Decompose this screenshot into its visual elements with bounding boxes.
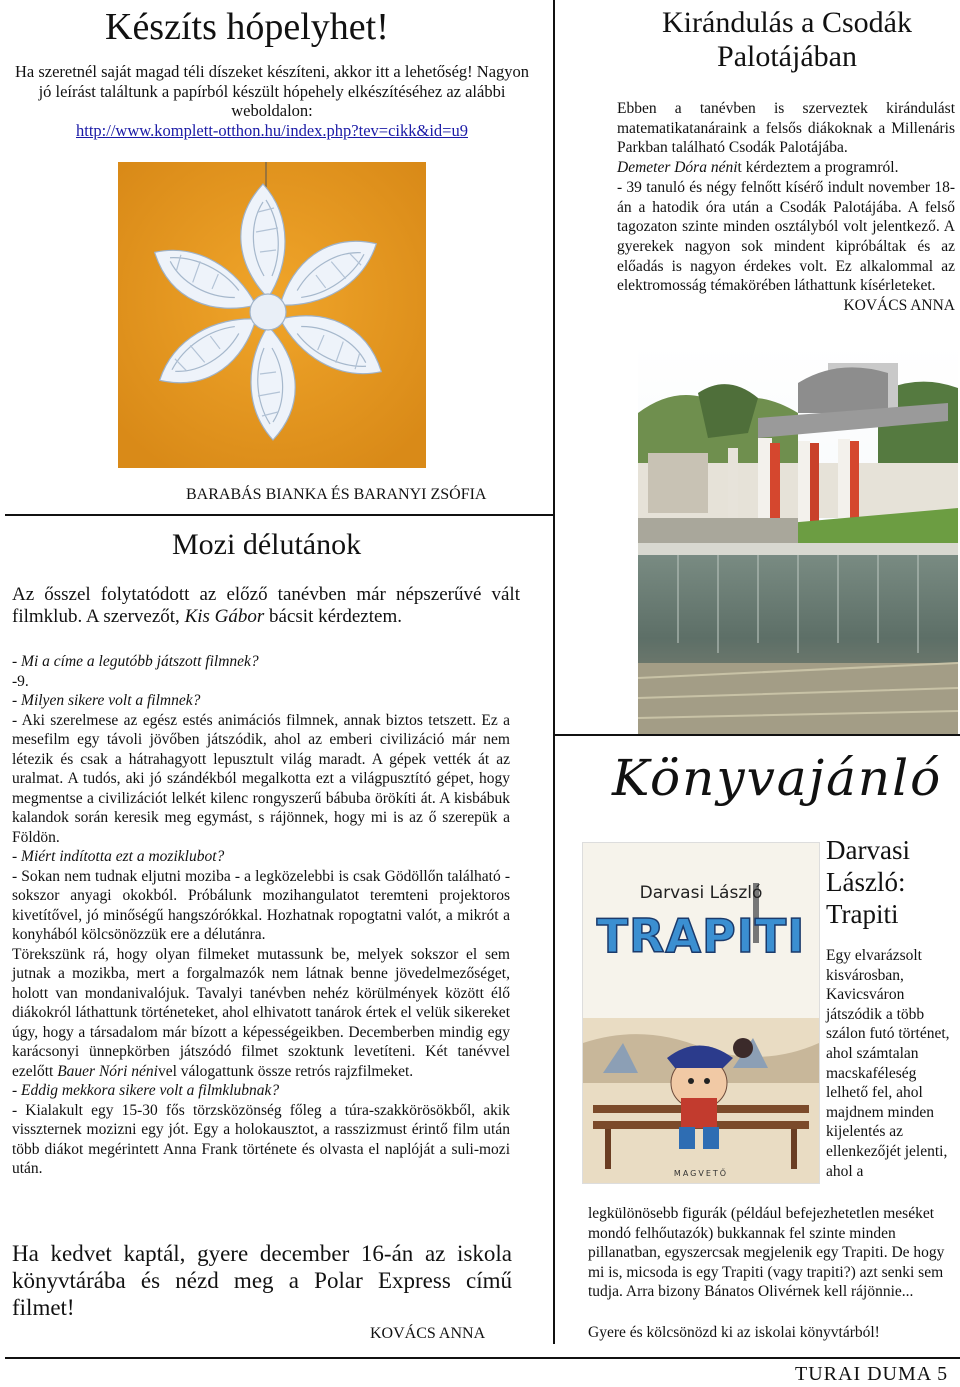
trip-paragraph-1: Ebben a tanévben is szerveztek kirándulást matematikatanáraink a felsős diákoknak a Millenáris Parkban található Csodák Palotájába.: [617, 100, 955, 157]
trip-body: [617, 99, 955, 316]
movie-invitation: Ha kedvet kaptál, gyere december 16-án az iskola könyvtárába és nézd meg a Polar Express című filmet!: [12, 1241, 512, 1320]
section-divider-book: [553, 734, 960, 736]
movie-answer-3b-part1: Törekszünk rá, hogy olyan filmeket mutassunk be, melyek sokszor el sem jutnak a mozikba, mert a forgalmazók nem látnak benne jövedelmezőséget, holott van mondanivalójuk. Tavalyi tanévben nehéz körülmények között élő diákokról láthattunk történeteket, ahol elhivatott tanárok értek el velük sikereket úgy, hogy a társadalom már bízott a képességeikben. Decemberben mindig egy karácsonyi ünnepkörben játszódó filmet szoktunk levetíteni. Két tanévvel ezelőtt: [12, 945, 510, 1080]
movie-answer-3b-name: Bauer Nóri néni: [57, 1062, 158, 1080]
movie-question-2: - Milyen sikere volt a filmnek?: [12, 692, 201, 709]
trip-paragraph-2-rest: t kérdeztem a programról.: [737, 159, 899, 177]
snowflake-photo: [118, 162, 426, 468]
movie-article-title: Mozi délutánok: [172, 528, 362, 561]
column-divider-top: [553, 0, 555, 735]
trip-title-line2: Palotájában: [717, 40, 857, 73]
trip-title: [572, 6, 960, 74]
book-title-line3: Trapiti: [826, 899, 899, 929]
page-footer: TURAI DUMA 5: [795, 1363, 949, 1385]
movie-lead-name: Kis Gábor: [184, 606, 265, 627]
trip-author: KOVÁCS ANNA: [843, 297, 955, 315]
snowflake-image: [118, 162, 426, 468]
movie-answer-3b: [12, 945, 510, 1082]
book-title-line2: László:: [826, 867, 906, 897]
movie-lead-text: Az ősszel folytatódott az előző tanévben már népszerűvé vált filmklub. A szervezőt,: [12, 584, 520, 627]
millenaris-park-image: [638, 343, 958, 734]
movie-question-4: - Eddig mekkora sikere volt a filmklubnak?: [12, 1082, 280, 1099]
trip-paragraph-2: [617, 158, 955, 178]
trip-photo: [638, 343, 958, 734]
book-description-wide: legkülönösebb figurák (például befejezhetetlen meséket mondó felhőutazók) bukkannak fel szinte minden pillanatban, egyszercsak megjelenik egy Trapiti. De hogy mi is, micsoda is egy Trapiti (vagy trapiti?) azt senki sem tudja. Arra bizony Bánatos Olivérnek kell rájönnie...: [588, 1205, 945, 1301]
movie-interview: [12, 652, 510, 1179]
book-section-heading: Könyvajánló: [612, 749, 943, 807]
book-cover-author: Darvasi László: [639, 883, 763, 903]
movie-lead: [12, 584, 520, 628]
trip-paragraph-3: - 39 tanuló és négy felnőtt kísérő indult november 18-án a hatodik óra után a Csodák Palotájába. A felső tagozaton szinte minden osztályból volt jelentkező. A gyerekek nagyon sok mindent kipróbáltak és az előadás is nagyon érdekes volt. Ez alkalommal az elektromosság témakörében láthattunk kísérleteket.: [617, 178, 955, 295]
book-cover-publisher: MAGVETŐ: [673, 1169, 729, 1178]
book-title-line1: Darvasi: [826, 835, 910, 865]
column-divider-bottom: [553, 735, 555, 1344]
snowflake-intro-text: Ha szeretnél saját magad téli díszeket készíteni, akkor itt a lehetőség! Nagyon jó leírást találtunk a papírból készült hópehely elkészítéséhez az alábbi weboldalon:: [14, 62, 530, 120]
movie-answer-3: - Sokan nem tudnak eljutni moziba - a legközelebbi is csak Gödöllőn található - sokszor anyagi okokból. Próbálunk mozihangulatot teremteni projektoros kivetítővel, jó minőségű hangszórókkal. Hozhatnak ropogtatni valót, a mikrót a konyhából kölcsönözzük ere a délutánra.: [12, 867, 510, 943]
trip-interviewee: Demeter Dóra néni: [617, 159, 738, 177]
footer-divider: [5, 1357, 960, 1359]
movie-author: KOVÁCS ANNA: [370, 1325, 486, 1342]
trip-title-line1: Kirándulás a Csodák: [662, 6, 912, 39]
movie-answer-2: - Aki szerelmese az egész estés animációs filmnek, annak biztos tetszett. Ez a mesefilm egy távoli jövőben játszódik, ahol az emberi civilizáció már nem létezik és csak a hátrahagyott lepusztult világ maradt. A gépek vették át az uralmat. A tudós, aki jó szándékból megalkotta ezt a világpusztító gépet, hogy megmentse a civilizációt lelkét kilenc rongyszerű bábuba örökíti át. A kisbábuk kalandok során keresik meg egymást, s rájönnek, hogy mi is az ő szerepük a Földön.: [12, 711, 510, 846]
book-cover: [582, 842, 820, 1184]
movie-answer-1: -9.: [12, 672, 29, 690]
movie-lead-end: bácsit kérdeztem.: [269, 606, 402, 627]
snowflake-authors: BARABÁS BIANKA ÉS BARANYI ZSÓFIA: [186, 486, 487, 503]
movie-answer-4: - Kialakult egy 15-30 fős törzsközönség főleg a túra-szakkörösökből, akik visszternek mozizni egy jót. Egy a holokausztot, a rasszizmust érintő film után több diákot megérintett Anna Frank története és olvasta el naplóját a suli-mozi után.: [12, 1101, 510, 1177]
book-closing-line: Gyere és kölcsönözd ki az iskolai könyvtárból!: [588, 1324, 880, 1341]
book-cover-title: TRAPITI: [596, 909, 806, 963]
book-description-narrow: Egy elvarázsolt kisvárosban, Kavicsváron játszódik a több szálon futó történet, ahol számtalan macskaféleség lelhető fel, ahol majdnem minden kijelentés az ellenkezőjét jelenti, ahol a: [826, 947, 950, 1180]
movie-question-3: - Miért indította ezt a moziklubot?: [12, 848, 225, 865]
movie-question-1: - Mi a címe a legutóbb játszott filmnek?: [12, 653, 259, 670]
snowflake-intro: [8, 62, 536, 140]
section-divider-movie: [5, 514, 554, 516]
book-title: [826, 834, 910, 930]
snowflake-link[interactable]: http://www.komplett-otthon.hu/index.php?tev=cikk&id=u9: [76, 120, 468, 140]
movie-answer-3b-part2: vel válogattunk össze retrós rajzfilmeket.: [157, 1062, 414, 1080]
snowflake-article-title: Készíts hópelyhet!: [105, 6, 389, 48]
